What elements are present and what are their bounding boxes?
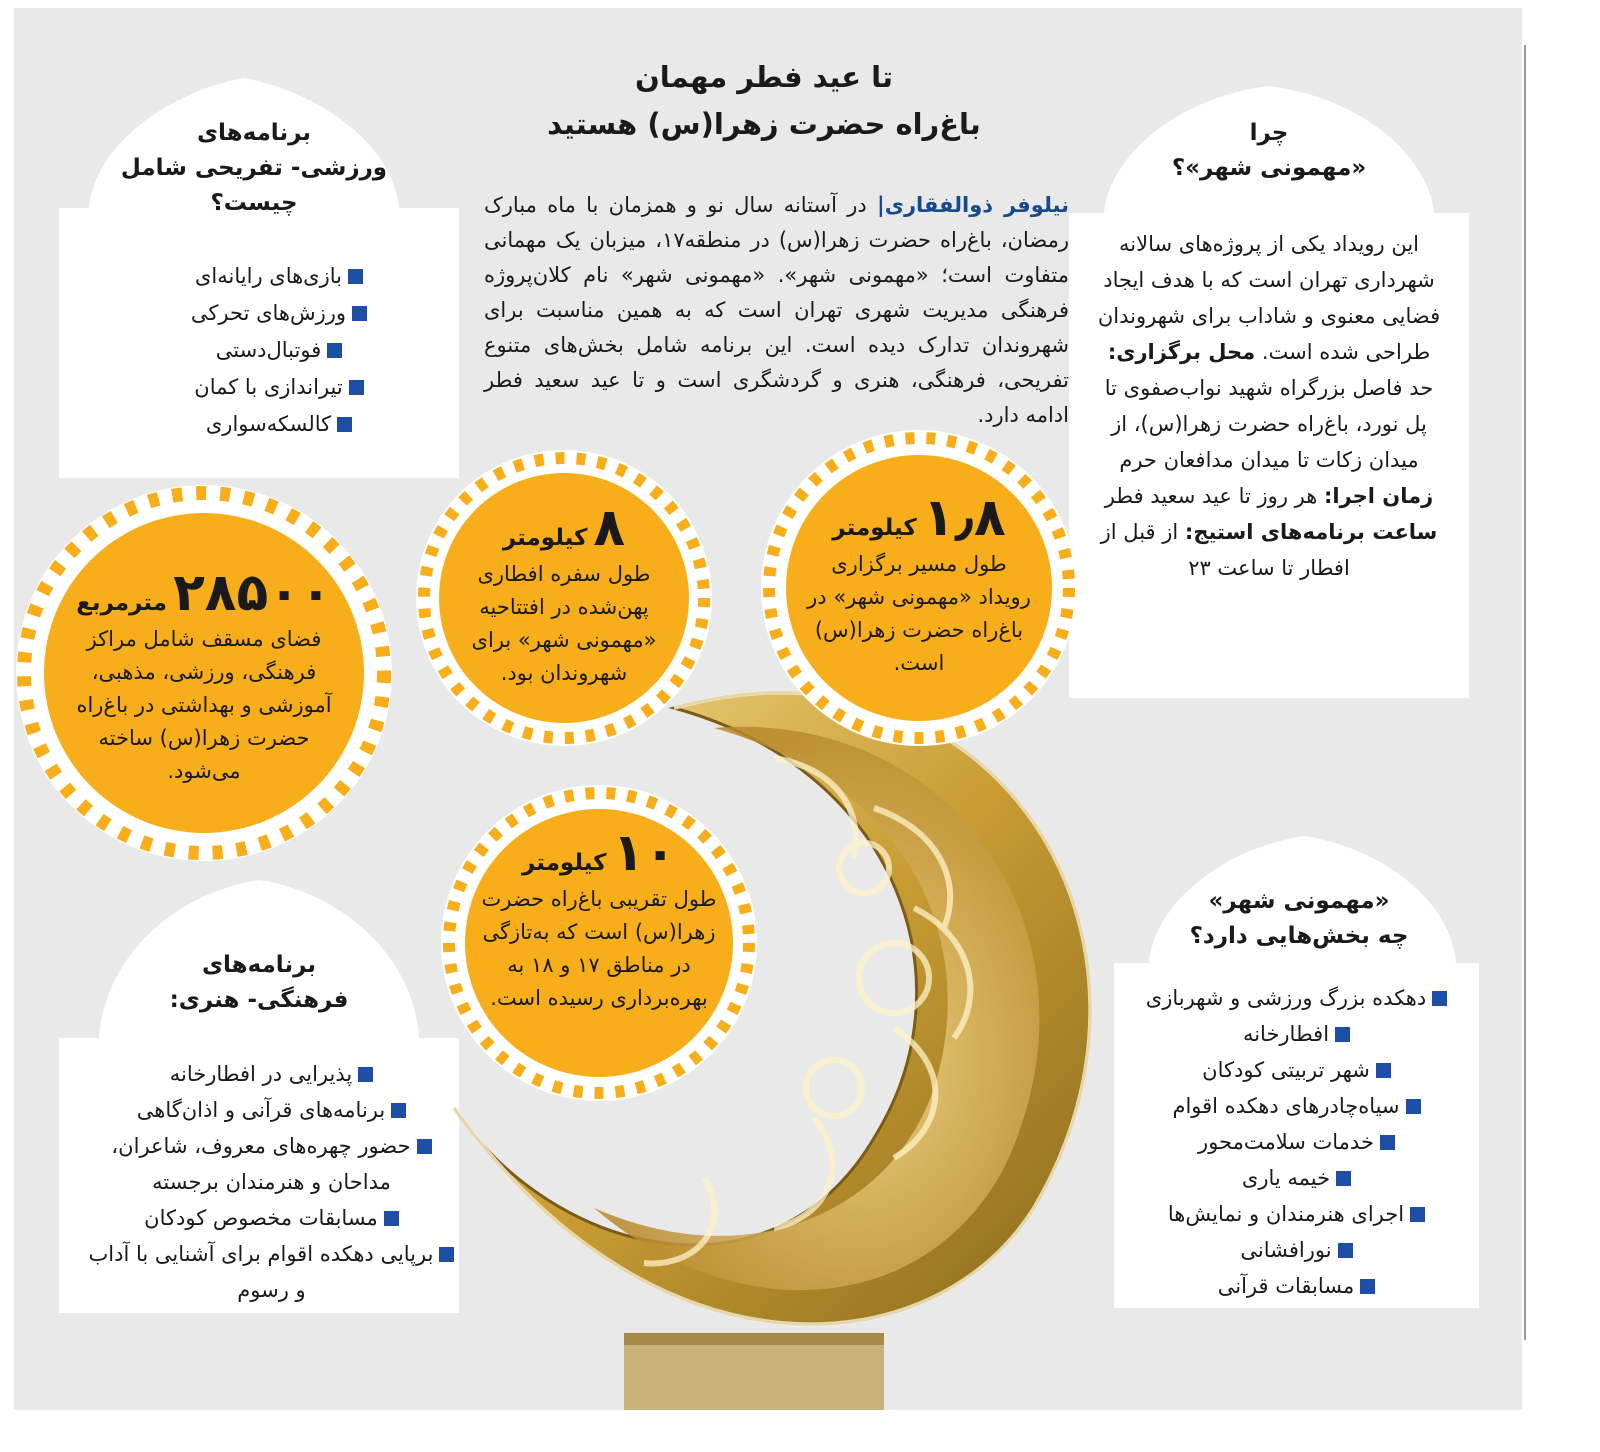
stat-iftar xyxy=(459,498,669,690)
list-item: فوتبال‌دستی xyxy=(99,332,459,369)
intro-paragraph xyxy=(484,188,1069,433)
stat-route-desc: طول مسیر برگزاری رویداد «مهمونی شهر» در باغ‌راه حضرت زهرا(س) است. xyxy=(807,552,1031,675)
location-value: حد فاصل بزرگراه شهید نواب‌صفوی تا پل نورد، باغ‌راه حضرت زهرا(س)، از میدان زکات تا میدان مدافعان حرم xyxy=(1104,376,1434,472)
list-item: اجرای هنرمندان و نمایش‌ها xyxy=(1124,1196,1469,1232)
list-item: نورافشانی xyxy=(1124,1232,1469,1268)
bullet-icon xyxy=(439,1247,454,1262)
sports-heading xyxy=(114,116,394,221)
bullet-icon xyxy=(1376,1063,1391,1078)
bullet-icon xyxy=(352,306,367,321)
list-item: شهر تربیتی کودکان xyxy=(1124,1052,1469,1088)
list-item: بازی‌های رایانه‌ای xyxy=(99,258,459,295)
cultural-heading-line-2: فرهنگی- هنری: xyxy=(169,987,349,1013)
bullet-icon xyxy=(358,1067,373,1082)
list-item: خیمه یاری xyxy=(1124,1160,1469,1196)
bullet-icon xyxy=(1380,1135,1395,1150)
cultural-list xyxy=(84,1056,459,1308)
list-item: برنامه‌های قرآنی و اذان‌گاهی xyxy=(84,1092,459,1128)
bullet-icon xyxy=(391,1103,406,1118)
list-item: مسابقات مخصوص کودکان xyxy=(84,1200,459,1236)
why-heading-line-2: «مهمونی شهر»؟ xyxy=(1171,155,1367,181)
list-item: سیاه‌چادرهای دهکده اقوام xyxy=(1124,1088,1469,1124)
sections-heading xyxy=(1164,884,1434,954)
why-text xyxy=(1094,226,1444,586)
stat-area-number: ۲۸۵۰۰ xyxy=(173,563,332,623)
bullet-icon xyxy=(348,269,363,284)
stat-garden-desc: طول تقریبی باغ‌راه حضرت زهرا(س) است که به‌تازگی در مناطق ۱۷ و ۱۸ به بهره‌برداری رسیده است. xyxy=(481,887,717,1010)
sports-list xyxy=(99,258,459,443)
bullet-icon xyxy=(384,1211,399,1226)
sports-heading-line-1: برنامه‌های xyxy=(196,120,312,146)
title-line-1: تا عید فطر مهمان xyxy=(635,60,893,94)
stat-iftar-desc: طول سفره افطاری پهن‌شده در افتتاحیه «مهمونی شهر» برای شهروندان بود. xyxy=(471,562,657,685)
title-line-2: باغ‌راه حضرت زهرا(س) هستید xyxy=(547,107,981,141)
bullet-icon xyxy=(1360,1279,1375,1294)
cultural-heading xyxy=(119,948,399,1018)
list-item: افطارخانه xyxy=(1124,1016,1469,1052)
bullet-icon xyxy=(327,343,342,358)
sections-heading-line-2: چه بخش‌هایی دارد؟ xyxy=(1189,923,1409,949)
stat-route-unit: کیلومتر xyxy=(832,515,917,541)
why-heading-line-1: چرا xyxy=(1249,120,1289,146)
sports-heading-line-2: ورزشی- تفریحی شامل xyxy=(120,155,388,181)
right-divider xyxy=(1524,45,1526,1340)
stat-area xyxy=(64,563,344,788)
why-description: این رویداد یکی از پروژه‌های سالانه شهرداری تهران است که با هدف ایجاد فضایی معنوی و شاداب برای شهروندان طراحی شده است. xyxy=(1097,232,1441,364)
stat-garden-unit: کیلومتر xyxy=(522,850,607,876)
list-item: مسابقات قرآنی xyxy=(1124,1268,1469,1304)
sections-heading-line-1: «مهمونی شهر» xyxy=(1208,888,1390,914)
bullet-icon xyxy=(1432,991,1447,1006)
stat-iftar-unit: کیلومتر xyxy=(502,525,588,551)
list-item: ورزش‌های تحرکی xyxy=(99,295,459,332)
bullet-icon xyxy=(1336,1171,1351,1186)
stat-garden xyxy=(479,823,719,1015)
list-item: خدمات سلامت‌محور xyxy=(1124,1124,1469,1160)
stat-area-unit: مترمربع xyxy=(76,590,168,616)
list-item: پذیرایی در افطارخانه xyxy=(84,1056,459,1092)
bullet-icon xyxy=(1335,1027,1350,1042)
stat-route xyxy=(804,488,1034,680)
hours-label: ساعت برنامه‌های استیج: xyxy=(1184,520,1438,544)
sports-heading-line-3: چیست؟ xyxy=(210,190,298,216)
bullet-icon xyxy=(337,417,352,432)
infographic-page xyxy=(14,8,1522,1410)
author-name: نیلوفر ذوالفقاری| xyxy=(877,193,1069,217)
page-title xyxy=(534,54,994,148)
bullet-icon xyxy=(349,380,364,395)
bullet-icon xyxy=(417,1139,432,1154)
list-item: کالسکه‌سواری xyxy=(99,406,459,443)
list-item: دهکده بزرگ ورزشی و شهربازی xyxy=(1124,980,1469,1016)
bullet-icon xyxy=(1410,1207,1425,1222)
bullet-icon xyxy=(1406,1099,1421,1114)
stat-iftar-number: ۸ xyxy=(593,498,626,558)
time-label: زمان اجرا: xyxy=(1324,484,1434,508)
sections-list xyxy=(1124,980,1469,1304)
cultural-heading-line-1: برنامه‌های xyxy=(201,952,317,978)
bullet-icon xyxy=(1338,1243,1353,1258)
stat-route-number: ۱٫۸ xyxy=(922,488,1006,548)
time-value: هر روز تا عید سعید فطر xyxy=(1104,484,1318,508)
why-heading xyxy=(1129,116,1409,186)
list-item: حضور چهره‌های معروف، شاعران، مداحان و هنرمندان برجسته xyxy=(84,1128,459,1200)
list-item: تیراندازی با کمان xyxy=(99,369,459,406)
list-item: برپایی دهکده اقوام برای آشنایی با آداب و رسوم xyxy=(84,1236,459,1308)
location-label: محل برگزاری: xyxy=(1107,340,1256,364)
intro-text: در آستانه سال نو و همزمان با ماه مبارک رمضان، باغ‌راه حضرت زهرا(س) در منطقه۱۷، میزبان یک مهمانی متفاوت است؛ «مهمونی شهر». «مهمونی شهر» نام کلان‌پروژه فرهنگی مدیریت شهری تهران است که به همین مناسبت برای شهروندان تدارک دیده است. این برنامه شامل بخش‌های متنوع تفریحی، فرهنگی، هنری و گردشگری است و تا عید سعید فطر ادامه دارد. xyxy=(484,193,1069,427)
stat-area-desc: فضای مسقف شامل مراکز فرهنگی، ورزشی، مذهبی، آموزشی و بهداشتی در باغ‌راه حضرت زهرا(س) ساخته می‌شود. xyxy=(76,627,332,783)
hours-value: از قبل از افطار تا ساعت ۲۳ xyxy=(1100,520,1350,580)
stat-garden-number: ۱۰ xyxy=(612,823,676,883)
